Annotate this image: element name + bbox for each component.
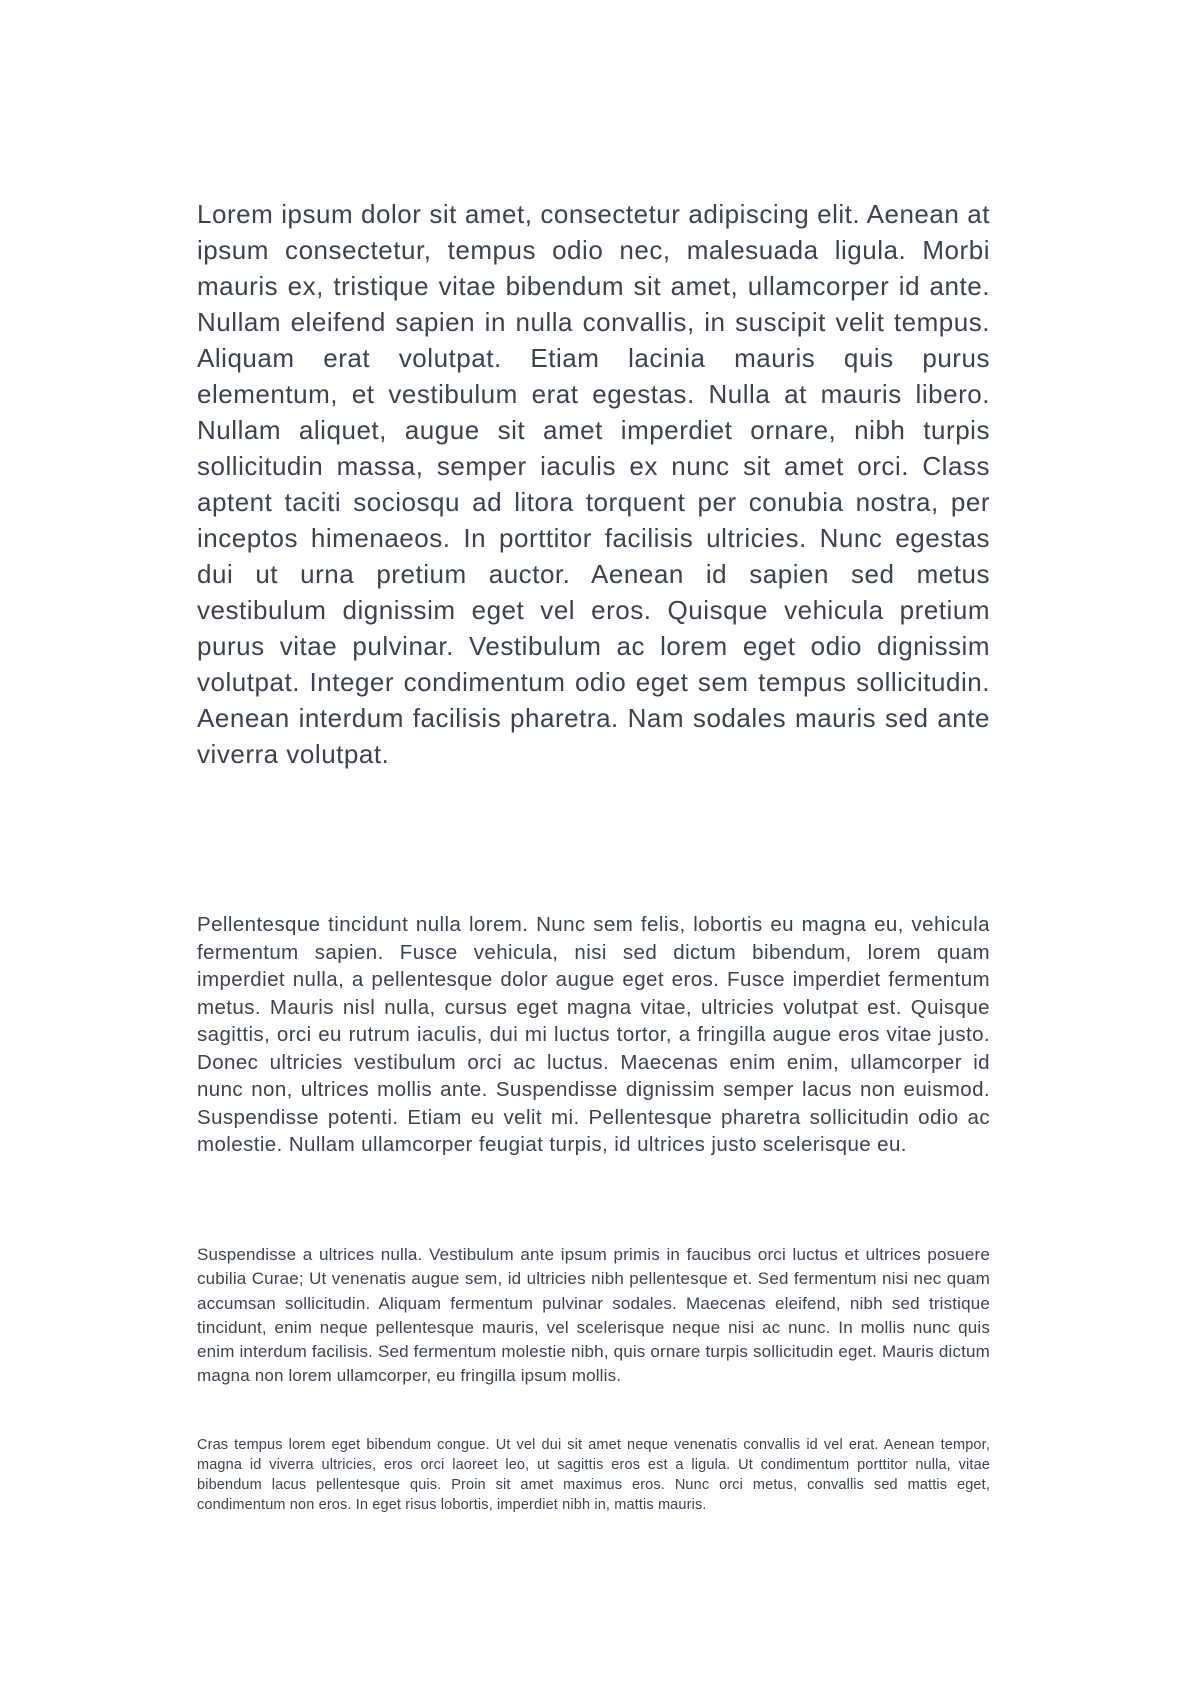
paragraph-second: Pellentesque tincidunt nulla lorem. Nunc sem felis, lobortis eu magna eu, vehicula fermentum sapien. Fusce vehicula, nisi sed dictum bibendum, lorem quam imperdiet nulla, a pellentesque dolor augue eget eros. Fusce imperdiet fermentum metus. Mauris nisl nulla, cursus eget magna vitae, ultricies volutpat est. Quisque sagittis, orci eu rutrum iaculis, dui mi luctus tortor, a fringilla augue eros vitae justo. Donec ultricies vestibulum orci ac luctus. Maecenas enim enim, ullamcorper id nunc non, ultrices mollis ante. Suspendisse dignissim semper lacus non euismod. Suspendisse potenti. Etiam eu velit mi. Pellentesque pharetra sollicitudin odio ac molestie. Nullam ullamcorper feugiat turpis, id ultrices justo scelerisque eu. (197, 913, 990, 1156)
paragraph-fourth: Cras tempus lorem eget bibendum congue. Ut vel dui sit amet neque venenatis convallis id vel erat. Aenean tempor, magna id viverra ultricies, eros orci laoreet leo, ut sagittis eros est a ligula. Ut condimentum porttitor nulla, vitae bibendum lacus pellentesque quis. Proin sit amet maximus eros. Nunc orci metus, convallis sed mattis eget, condimentum non eros. In eget risus lobortis, imperdiet nibh in, mattis mauris. (197, 1437, 990, 1513)
paragraph-lead: Lorem ipsum dolor sit amet, consectetur adipiscing elit. Aenean at ipsum consectetur, tempus odio nec, malesuada ligula. Morbi mauris ex, tristique vitae bibendum sit amet, ullamcorper id ante. Nullam eleifend sapien in nulla convallis, in suscipit velit tempus. Aliquam erat volutpat. Etiam lacinia mauris quis purus elementum, et vestibulum erat egestas. Nulla at mauris libero. Nullam aliquet, augue sit amet imperdiet ornare, nibh turpis sollicitudin massa, semper iaculis ex nunc sit amet orci. Class aptent taciti sociosqu ad litora torquent per conubia nostra, per inceptos himenaeos. In porttitor facilisis ultricies. Nunc egestas dui ut urna pretium auctor. Aenean id sapien sed metus vestibulum dignissim eget vel eros. Quisque vehicula pretium purus vitae pulvinar. Vestibulum ac lorem eget odio dignissim volutpat. Integer condimentum odio eget sem tempus sollicitudin. Aenean interdum facilisis pharetra. Nam sodales mauris sed ante viverra volutpat. (197, 199, 990, 769)
document-text-block (197, 196, 990, 1535)
paragraph-third: Suspendisse a ultrices nulla. Vestibulum ante ipsum primis in faucibus orci luctus et ultrices posuere cubilia Curae; Ut venenatis augue sem, id ultricies nibh pellentesque et. Sed fermentum nisi nec quam accumsan sollicitudin. Aliquam fermentum pulvinar sodales. Maecenas eleifend, nibh sed tristique tincidunt, enim neque pellentesque mauris, vel scelerisque neque nisi ac nunc. In mollis nunc quis enim interdum facilisis. Sed fermentum molestie nibh, quis ornare turpis sollicitudin eget. Mauris dictum magna non lorem ullamcorper, eu fringilla ipsum mollis. (197, 1245, 990, 1386)
